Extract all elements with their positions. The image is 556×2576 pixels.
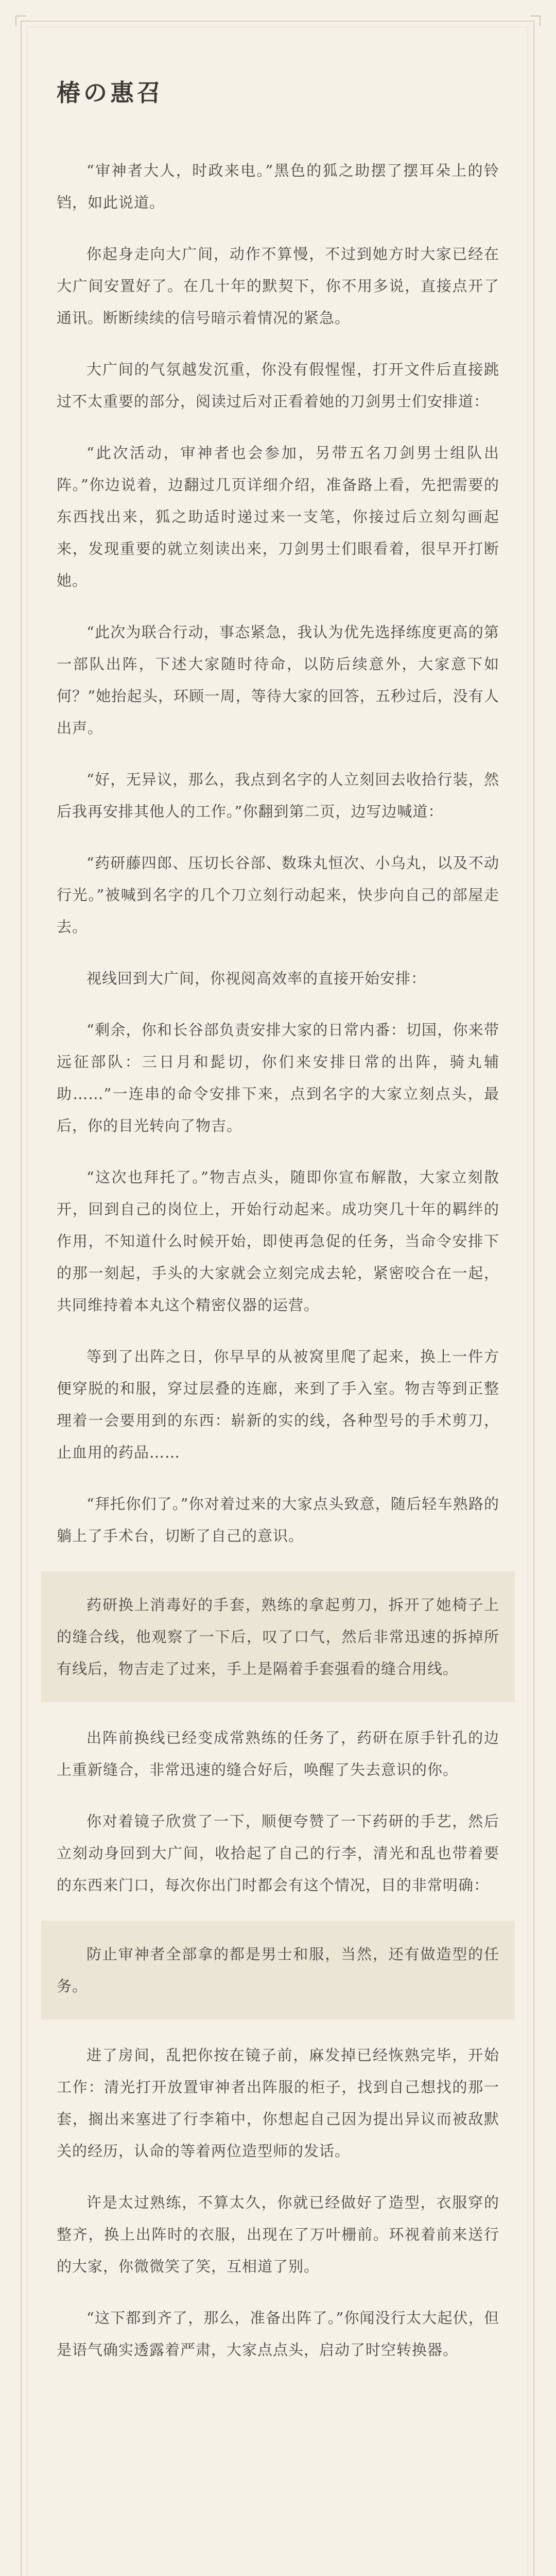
paragraph: “此次为联合行动，事态紧急，我认为优先选择练度更高的第一部队出阵，下述大家随时待命，以防后续意外，大家意下如何？”她抬起头，环顾一周，等待大家的回答，五秒过后，没有人出声。	[57, 623, 499, 737]
paragraph: 出阵前换线已经变成常熟练的任务了，药研在原手针孔的边上重新缝合，非常迅速的缝合好后，唤醒了失去意识的你。	[57, 1729, 499, 1778]
paragraph: 大广间的气氛越发沉重，你没有假惺惺，打开文件后直接跳过不太重要的部分，阅读过后对正看着她的刀剑男士们安排道：	[57, 361, 499, 410]
paragraph: “这下都到齐了，那么，准备出阵了。”你闻没行太大起伏，但是语气确实透露着严肃，大家点点头，启动了时空转换器。	[57, 2309, 499, 2359]
paragraph: “此次活动，审神者也会参加，另带五名刀剑男士组队出阵。”你边说着，边翻过几页详细介绍，准备路上看，先把需要的东西找出来，狐之助适时递过来一支笔，你接过后立刻勾画起来，发现重要的就立刻读出来，刀剑男士们眼看着，很早开打断她。	[57, 444, 499, 589]
article-body	[57, 77, 499, 2385]
paragraph: 许是太过熟练，不算太久，你就已经做好了造型，衣服穿的整齐，换上出阵时的衣服，出现在了万叶栅前。环视着前来送行的大家，你微微笑了笑，互相道了别。	[57, 2194, 499, 2275]
corner-ornament	[15, 15, 26, 26]
paragraph: 你起身走向大广间，动作不算慢，不过到她方时大家已经在大广间安置好了。在几十年的默契下，你不用多说，直接点开了通讯。断断续续的信号暗示着情况的紧急。	[57, 245, 499, 327]
highlighted-paragraph: 防止审神者全部拿的都是男士和服，当然，还有做造型的任务。	[41, 1921, 515, 2020]
paragraph: 视线回到大广间，你视阅高效率的直接开始安排：	[86, 970, 427, 987]
highlighted-paragraph: 药研换上消毒好的手套，熟练的拿起剪刀，拆开了她椅子上的缝合线，他观察了一下后，叹了口气，然后非常迅速的拆掉所有线后，物吉走了过来，手上是隔着手套强看的缝合用线。	[41, 1571, 515, 1702]
paragraph: “好，无异议，那么，我点到名字的人立刻回去收拾行装，然后我再安排其他人的工作。”你翻到第二页，边写边喊道：	[57, 771, 499, 820]
article-title: 椿の惠召	[57, 79, 164, 107]
paragraph: 你对着镜子欣赏了一下，顺便夸赞了一下药研的手艺，然后立刻动身回到大广间，收拾起了自己的行李，清光和乱也带着要的东西来门口，每次你出门时都会有这个情况，目的非常明确：	[57, 1812, 499, 1894]
paragraph: 进了房间，乱把你按在镜子前，麻发掉已经恢熟完毕，开始工作：清光打开放置审神者出阵服的柜子，找到自己想找的那一套，搁出来塞进了行李箱中，你想起自己因为提出异议而被敌默关的经历，认命的等着两位造型师的发话。	[57, 2046, 499, 2160]
paragraph: “剩余，你和长谷部负责安排大家的日常内番：切国，你来带远征部队：三日月和髭切，你们来安排日常的出阵，骑丸辅助……”一连串的命令安排下来，点到名字的大家立刻点头，最后，你的目光转向了物吉。	[57, 1021, 499, 1134]
corner-ornament	[530, 15, 541, 26]
paragraph: “拜托你们了。”你对着过来的大家点头致意，随后轻车熟路的躺上了手术台，切断了自己的意识。	[57, 1495, 499, 1545]
paragraph: “药研藤四郎、压切长谷部、数珠丸恒次、小乌丸，以及不动行光。”被喊到名字的几个刀立刻行动起来，快步向自己的部屋走去。	[57, 854, 499, 936]
paragraph: 等到了出阵之日，你早早的从被窝里爬了起来，换上一件方便穿脱的和服，穿过层叠的连廊，来到了手入室。物吉等到正整理着一会要用到的东西：崭新的实的线，各种型号的手术剪刀，止血用的药品……	[57, 1348, 499, 1461]
paragraph: “审神者大人，时政来电。”黑色的狐之助摆了摆耳朵上的铃铛，如此说道。	[57, 162, 499, 211]
paragraph: “这次也拜托了。”物吉点头，随即你宣布解散，大家立刻散开，回到自己的岗位上，开始行动起来。成功突几十年的羁绊的作用，不知道什么时候开始，即使再急促的任务，当命令安排下的那一刻起，手头的大家就会立刻完成去轮，紧密咬合在一起，共同维持着本丸这个精密仪器的运营。	[57, 1168, 499, 1314]
